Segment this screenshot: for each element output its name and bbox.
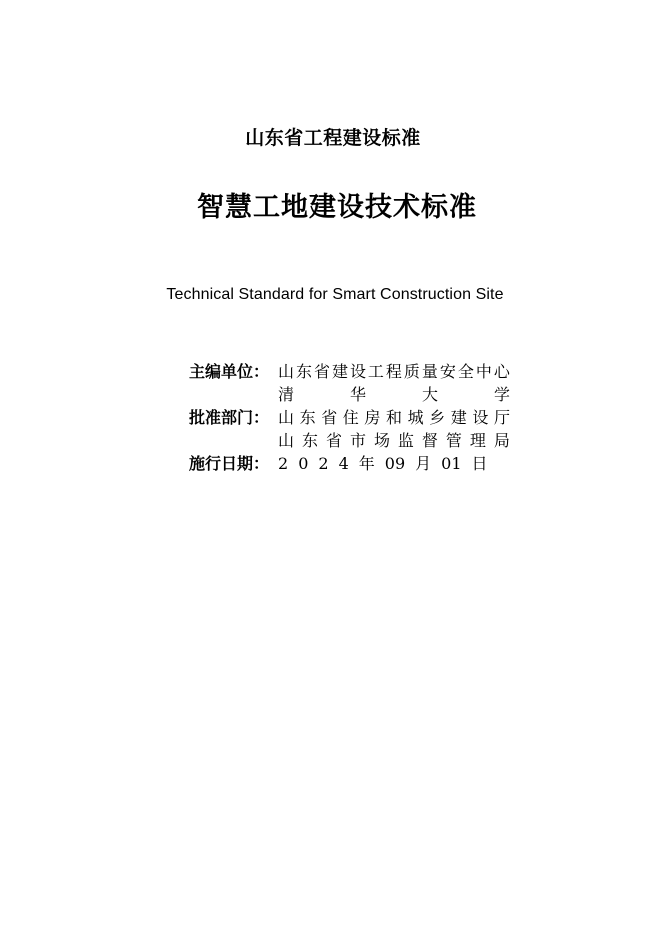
info-char: 心 [493, 362, 510, 381]
info-char: 年 [358, 454, 375, 473]
info-char: 工 [367, 362, 384, 381]
document-title: 智慧工地建设技术标准 [197, 192, 477, 223]
info-char: 2 [318, 454, 329, 473]
editor-label: 主编单位： [189, 362, 270, 381]
info-char: 乡 [429, 408, 446, 427]
info-char: 设 [472, 408, 489, 427]
info-char: 监 [397, 431, 414, 450]
info-char: 建 [450, 408, 467, 427]
info-char: 日 [471, 454, 488, 473]
info-char: 房 [364, 408, 381, 427]
info-char: 01 [441, 454, 462, 473]
effective-date [278, 452, 498, 475]
info-char: 局 [493, 431, 510, 450]
editor-org-2 [278, 383, 510, 406]
info-char: 山 [278, 362, 295, 381]
info-char: 理 [469, 431, 486, 450]
info-char: 月 [415, 454, 432, 473]
info-char: 和 [385, 408, 402, 427]
info-char: 大 [421, 385, 438, 404]
info-char: 东 [301, 431, 318, 450]
publication-info [189, 360, 519, 475]
date-label: 施行日期： [189, 454, 270, 473]
info-char: 程 [385, 362, 402, 381]
series-title: 山东省工程建设标准 [245, 127, 421, 149]
info-char: 省 [313, 362, 330, 381]
approver-row-2 [189, 429, 519, 452]
editor-org-1 [278, 360, 510, 383]
info-char: 质 [403, 362, 420, 381]
info-char: 省 [325, 431, 342, 450]
info-char: 安 [439, 362, 456, 381]
info-char: 学 [493, 385, 510, 404]
info-char: 建 [331, 362, 348, 381]
info-char: 4 [338, 454, 349, 473]
info-char: 城 [407, 408, 424, 427]
info-char: 住 [342, 408, 359, 427]
info-char: 东 [299, 408, 316, 427]
info-char: 省 [321, 408, 338, 427]
info-char: 市 [349, 431, 366, 450]
info-char: 管 [445, 431, 462, 450]
info-char: 督 [421, 431, 438, 450]
info-char: 场 [373, 431, 390, 450]
info-char: 设 [349, 362, 366, 381]
english-title: Technical Standard for Smart Construction Site [166, 286, 504, 303]
info-char: 山 [278, 408, 295, 427]
approver-label: 批准部门： [189, 408, 270, 427]
info-char: 2 [278, 454, 289, 473]
date-row [189, 452, 519, 475]
approver-row [189, 406, 519, 429]
info-char: 华 [349, 385, 366, 404]
editor-label-spacer [189, 383, 278, 406]
editor-row-2 [189, 383, 519, 406]
info-char: 厅 [493, 408, 510, 427]
approver-label-spacer [189, 429, 278, 452]
info-char: 清 [278, 385, 295, 404]
info-char: 09 [384, 454, 406, 473]
info-char: 东 [295, 362, 312, 381]
info-char: 量 [421, 362, 438, 381]
info-char: 中 [475, 362, 492, 381]
info-char: 0 [298, 454, 309, 473]
approver-org-2 [278, 429, 510, 452]
info-char: 山 [278, 431, 295, 450]
info-char: 全 [457, 362, 474, 381]
approver-org-1 [278, 406, 510, 429]
editor-row [189, 360, 519, 383]
